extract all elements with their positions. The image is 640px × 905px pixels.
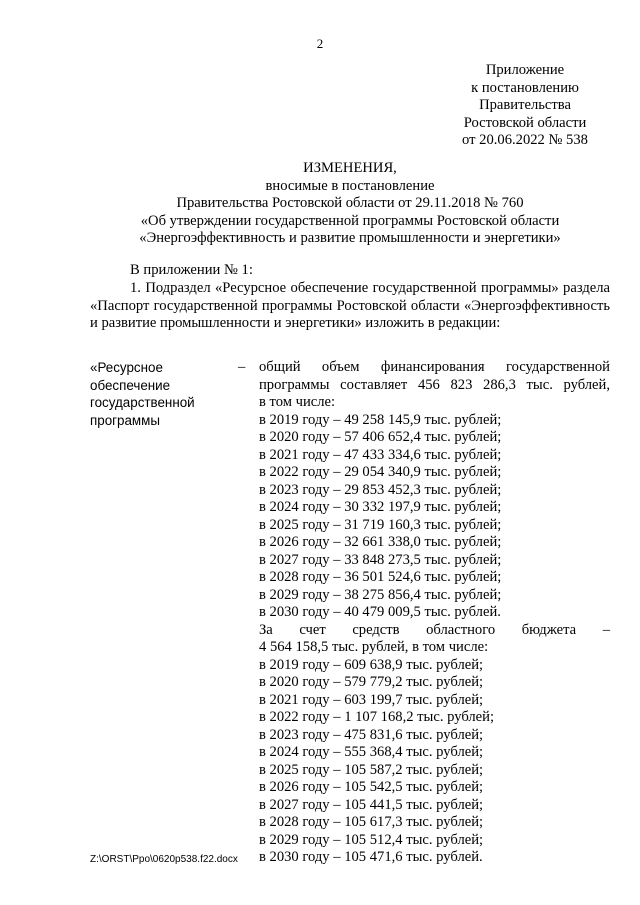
appendix-line: от 20.06.2022 № 538 (462, 132, 588, 148)
file-path-footer: Z:\ORST\Ppo\0620p538.f22.docx (90, 854, 238, 865)
paragraph-1: 1. Подраздел «Ресурсное обеспечение государственной программы» раздела «Паспорт государственной программы Ростовской области «Энергоэффективность и развитие промышленности и энергетики» изложить в редакции: (90, 280, 610, 331)
list-item: в 2022 году – 1 107 168,2 тыс. рублей; (259, 709, 495, 725)
title-line: «Энергоэффективность и развитие промышленности и энергетики» (139, 230, 561, 246)
appendix-line: Ростовской области (463, 114, 587, 131)
page-number: 2 (316, 36, 324, 51)
list-item: в 2021 году – 603 199,7 тыс. рублей; (259, 691, 484, 708)
regional-line: 4 564 158,5 тыс. рублей, в том числе: (259, 639, 489, 655)
appendix-line: Приложение (485, 62, 565, 78)
list-item: в 2020 году – 579 779,2 тыс. рублей; (259, 674, 484, 690)
title-line: Правительства Ростовской области от 29.11.2018 № 760 (176, 195, 524, 211)
list-item: в 2025 году – 31 719 160,3 тыс. рублей; (259, 516, 502, 533)
years-total-list (259, 412, 610, 622)
list-item: в 2019 году – 609 638,9 тыс. рублей; (259, 656, 484, 673)
separator-dash: – (238, 359, 246, 375)
regional-line: За счет средств областного бюджета – (259, 621, 610, 638)
section-label-line: государственной (90, 395, 195, 410)
list-item: в 2029 году – 105 512,4 тыс. рублей; (259, 831, 484, 848)
section-label-line: программы (90, 412, 160, 428)
appendix-line: Правительства (479, 97, 571, 113)
list-item: в 2028 году – 105 617,3 тыс. рублей; (259, 814, 484, 830)
title-line: «Об утверждении государственной программы Ростовской области (140, 212, 560, 229)
title-heading: ИЗМЕНЕНИЯ, (303, 160, 397, 176)
list-item: в 2027 году – 33 848 273,5 тыс. рублей; (259, 551, 502, 568)
list-item: в 2021 году – 47 433 334,6 тыс. рублей; (259, 446, 502, 463)
list-item: в 2019 году – 49 258 145,9 тыс. рублей; (259, 411, 502, 428)
list-item: в 2028 году – 36 501 524,6 тыс. рублей; (259, 569, 502, 585)
list-item: в 2029 году – 38 275 856,4 тыс. рублей; (259, 586, 502, 603)
list-item: в 2027 году – 105 441,5 тыс. рублей; (259, 796, 484, 813)
section-label (90, 359, 230, 429)
list-item: в 2024 году – 555 368,4 тыс. рублей; (259, 744, 484, 760)
list-item: в 2026 году – 105 542,5 тыс. рублей; (259, 779, 484, 795)
list-item: в 2025 году – 105 587,2 тыс. рублей; (259, 761, 484, 778)
intro-text: В приложении № 1: (130, 262, 253, 278)
list-item: в 2024 году – 30 332 197,9 тыс. рублей; (259, 499, 502, 515)
section-label-line: «Ресурсное (90, 360, 163, 375)
title-line: вносимые в постановление (265, 177, 435, 194)
appendix-block (440, 62, 610, 150)
section-label-line: обеспечение (90, 377, 171, 393)
list-item: в 2030 году – 105 471,6 тыс. рублей. (259, 849, 483, 865)
list-item: в 2020 году – 57 406 652,4 тыс. рублей; (259, 429, 502, 445)
years-regional-list (259, 657, 610, 867)
document-title (90, 160, 610, 248)
list-item: в 2022 году – 29 054 340,9 тыс. рублей; (259, 464, 502, 480)
list-item: в 2023 году – 29 853 452,3 тыс. рублей; (259, 481, 502, 498)
list-item: в 2023 году – 475 831,6 тыс. рублей; (259, 726, 484, 743)
list-item: в 2026 году – 32 661 338,0 тыс. рублей; (259, 534, 502, 550)
total-line: программы составляет 456 823 286,3 тыс. рублей, (259, 376, 610, 393)
total-line: общий объем финансирования государственной (259, 359, 610, 375)
funding-details (259, 359, 610, 867)
list-item: в 2030 году – 40 479 009,5 тыс. рублей. (259, 604, 501, 620)
appendix-line: к постановлению (471, 79, 579, 96)
total-line: в том числе: (259, 394, 336, 410)
